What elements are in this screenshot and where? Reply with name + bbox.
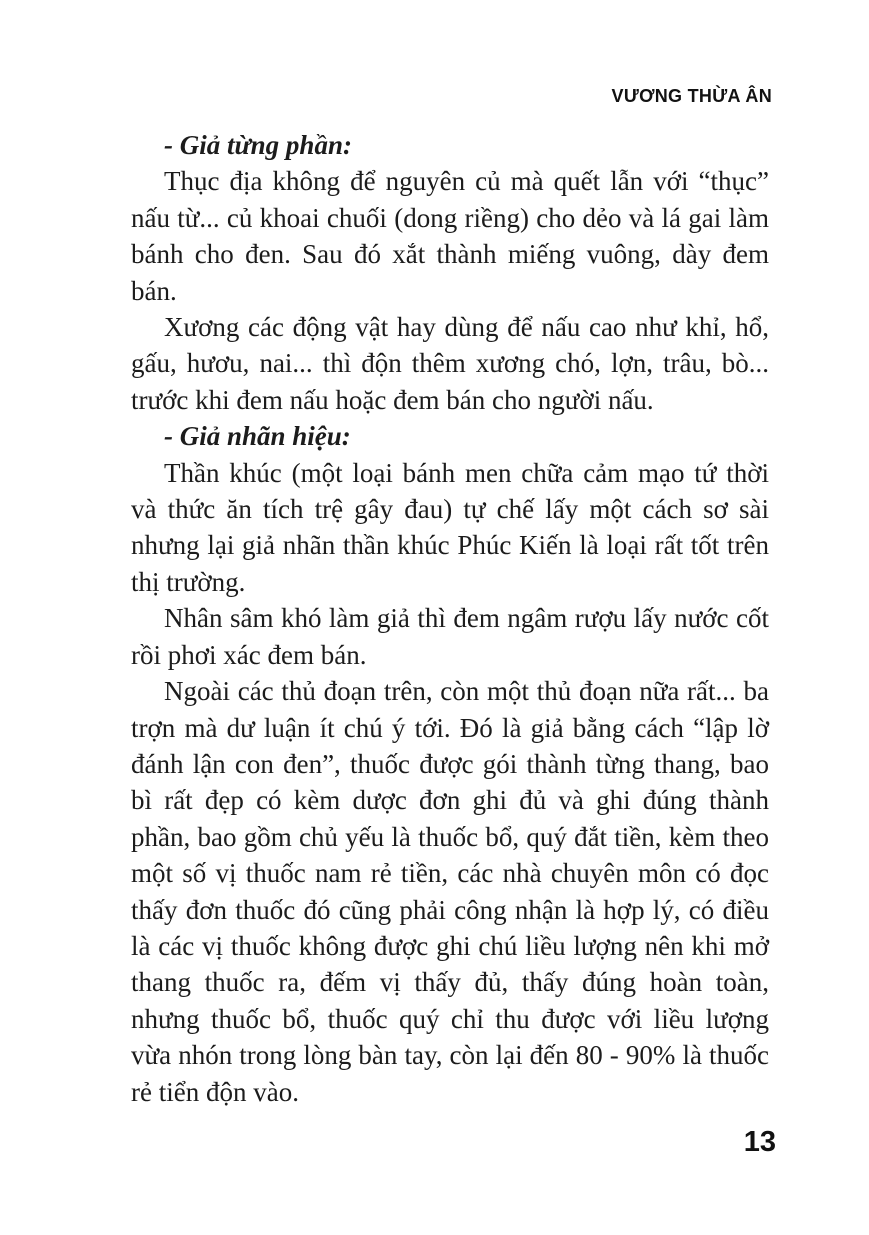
section-heading-gia-tung-phan: - Giả từng phần: [164, 130, 352, 160]
paragraph-than-khuc: Thần khúc (một loại bánh men chữa cảm mạo tứ thời và thức ăn tích trệ gây đau) tự chế lấy một cách sơ sài nhưng lại giả nhãn thần khúc Phúc Kiến là loại rất tốt trên thị trường. [131, 457, 769, 597]
paragraph-xuong-dong-vat: Xương các động vật hay dùng để nấu cao như khỉ, hổ, gấu, hươu, nai... thì độn thêm xương chó, lợn, trâu, bò... trước khi đem nấu hoặc đem bán cho người nấu. [131, 312, 769, 415]
page-number: 13 [743, 1126, 776, 1158]
running-header-author: VƯƠNG THỪA ÂN [611, 86, 772, 106]
paragraph-ngoai-cac-thu-doan: Ngoài các thủ đoạn trên, còn một thủ đoạn nữa rất... ba trợn mà dư luận ít chú ý tới. Đó là giả bằng cách “lập lờ đánh lận con đen”, thuốc được gói thành từng thang, bao bì rất đẹp có kèm dược đơn ghi đủ và ghi đúng thành phần, bao gồm chủ yếu là thuốc bổ, quý đắt tiền, kèm theo một số vị thuốc nam rẻ tiền, các nhà chuyên môn có đọc thấy đơn thuốc đó cũng phải công nhận là hợp lý, có điều là các vị thuốc không được ghi chú liều lượng nên khi mở thang thuốc ra, đếm vị thấy đủ, thấy đúng hoàn toàn, nhưng thuốc bổ, thuốc quý chỉ thu được với liều lượng vừa nhón trong lòng bàn tay, còn lại đến 80 - 90% là thuốc rẻ tiển độn vào. [131, 676, 769, 1107]
body-text [131, 127, 769, 1110]
paragraph-thuc-dia: Thục địa không để nguyên củ mà quết lẫn với “thục” nấu từ... củ khoai chuối (dong riềng) cho dẻo và lá gai làm bánh cho đen. Sau đó xắt thành miếng vuông, dày đem bán. [131, 166, 769, 306]
section-heading-gia-nhan-hieu: - Giả nhãn hiệu: [164, 421, 351, 452]
paragraph-nhan-sam: Nhân sâm khó làm giả thì đem ngâm rượu lấy nước cốt rồi phơi xác đem bán. [131, 603, 769, 670]
